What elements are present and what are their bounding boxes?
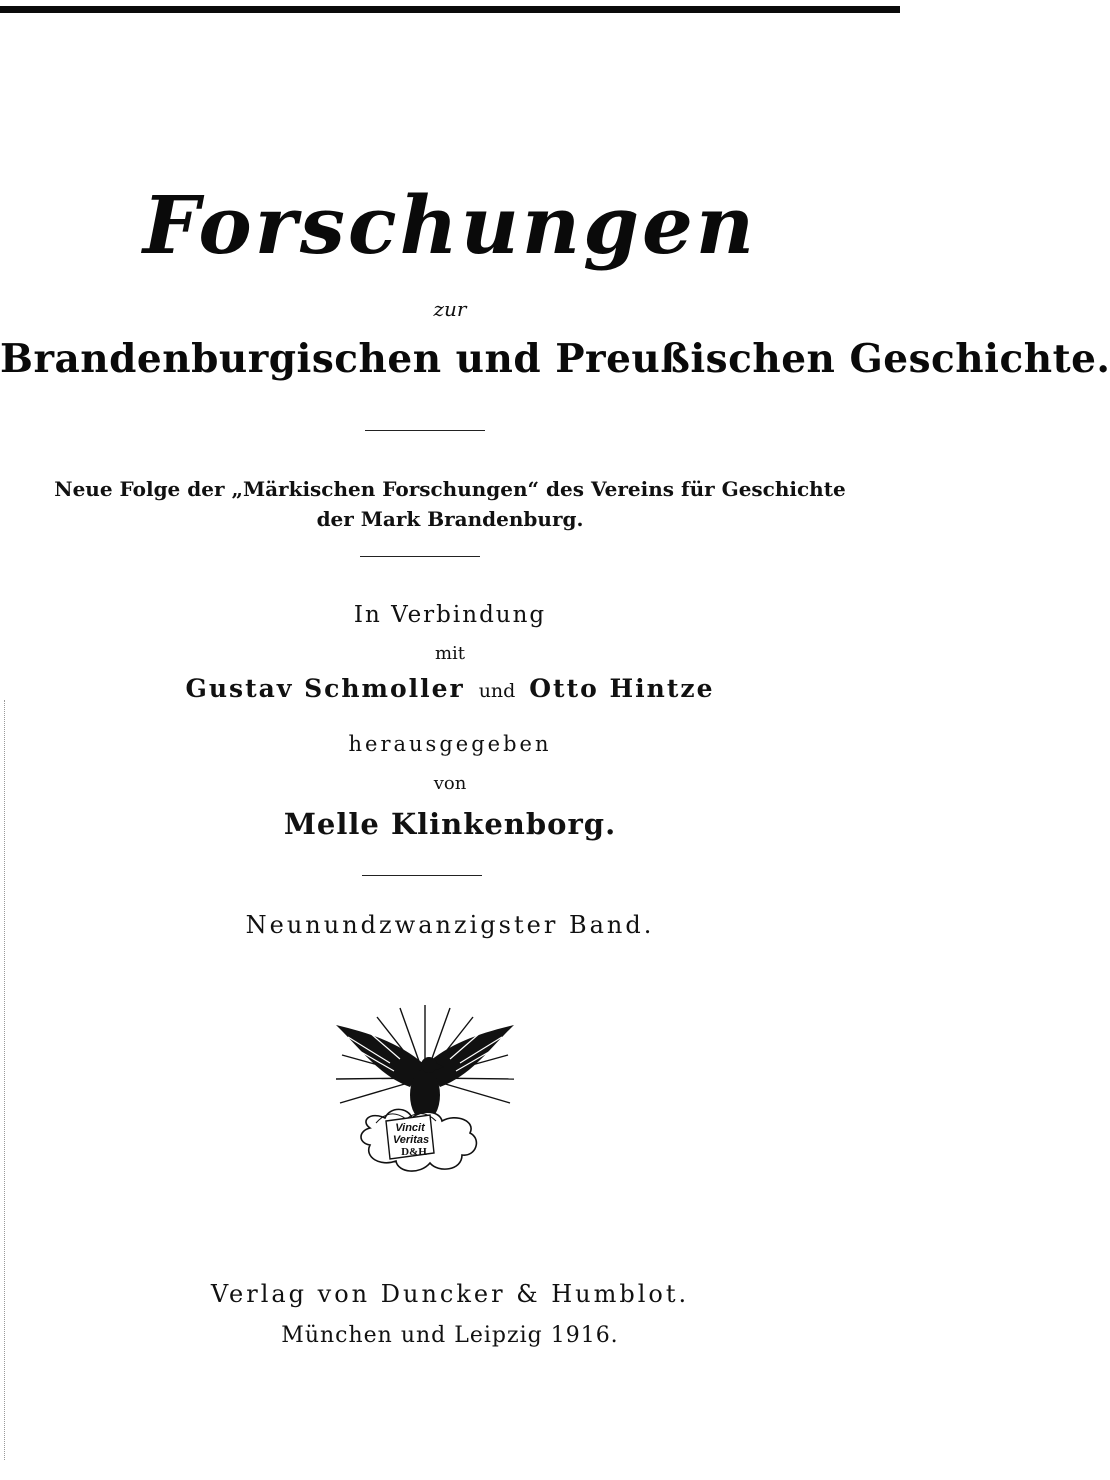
collaboration-text: In Verbindung	[353, 602, 547, 628]
series-note-line2: der Mark Brandenburg.	[316, 507, 584, 531]
divider-rule	[360, 556, 480, 557]
logo-motto-line1: Vincit	[395, 1122, 425, 1134]
coeditor-name: Otto Hintze	[529, 674, 715, 703]
divider-rule	[362, 875, 482, 876]
editor-name: Melle Klinkenborg.	[283, 807, 617, 841]
coeditor-name: Gustav Schmoller	[185, 674, 465, 703]
page-title: Forschungen	[142, 178, 758, 272]
top-border-rule	[0, 6, 900, 13]
publisher-name: Verlag von Duncker & Humblot.	[210, 1280, 690, 1308]
edited-by-text: herausgegeben	[348, 732, 552, 756]
series-note	[0, 474, 900, 534]
by-text: von	[433, 773, 467, 794]
publisher-eagle-logo-icon	[330, 1003, 520, 1193]
divider-rule	[365, 430, 485, 431]
conjunction-text: und	[478, 680, 516, 702]
series-note-line1: Neue Folge der „Märkischen Forschungen“ des Vereins für Geschichte	[54, 477, 846, 501]
coeditors-line	[0, 674, 900, 703]
title-connector: zur	[433, 297, 467, 321]
logo-monogram: D&H	[401, 1146, 427, 1158]
volume-number: Neunundzwanzigster Band.	[245, 911, 655, 939]
publication-place-year: München und Leipzig 1916.	[281, 1323, 619, 1348]
page-subtitle: Brandenburgischen und Preußischen Geschichte.	[0, 336, 1110, 382]
logo-motto-line2: Veritas	[392, 1134, 430, 1146]
with-text: mit	[434, 643, 466, 664]
